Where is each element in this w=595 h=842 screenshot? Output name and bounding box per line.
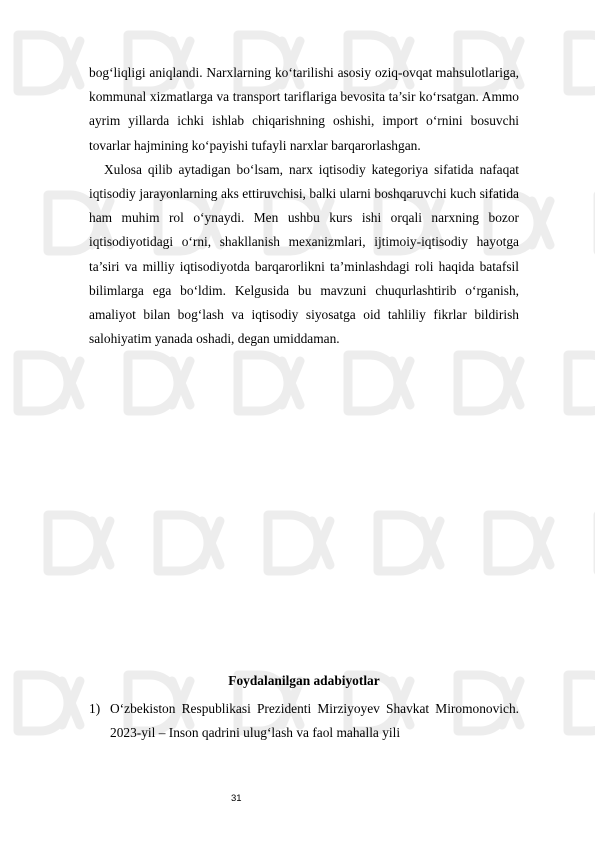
reference-item [89, 697, 519, 745]
watermark-glyph [488, 515, 550, 571]
watermark-glyph [568, 675, 595, 731]
watermark-glyph [238, 355, 300, 411]
page-number: 31 [231, 793, 242, 804]
watermark-glyph [48, 515, 110, 571]
watermark-glyph [18, 355, 80, 411]
watermark-glyph [458, 355, 520, 411]
watermark-glyph [158, 515, 220, 571]
watermark-glyph [378, 515, 440, 571]
watermark-glyph [18, 35, 80, 91]
watermark-glyph [568, 355, 595, 411]
reference-number: 1) [89, 701, 101, 716]
watermark-glyph [348, 355, 410, 411]
reference-text: O‘zbekiston Respublikasi Prezidenti Mirziyoyev Shavkat Miromonovich. 2023-yil – Inson qadrini ulug‘lash va faol mahalla yili [110, 701, 519, 741]
paragraph-2: Xulosa qilib aytadigan bo‘lsam, narx iqtisodiy kategoriya sifatida nafaqat iqtisodiy jarayonlarning aks ettiruvchisi, balki ularni boshqaruvchi kuch sifatida ham muhim rol o‘ynaydi. Men ushbu kurs ishi orqali narxning bozor iqtisodiyotidagi o‘rni, shakllanish mexanizmlari, ijtimoiy-iqtisodiy hayotga ta’siri va milliy iqtisodiyotda barqarorlikni ta’minlashdagi roli haqida batafsil bilimlarga ega bo‘ldim. Kelgusida bu mavzuni chuqurlashtirib o‘rganish, amaliyot bilan bog‘lash va iqtisodiy siyosatga oid tahliliy fikrlar bildirish salohiyatim yanada oshadi, degan umiddaman. [89, 161, 519, 347]
body-text [89, 61, 519, 351]
watermark-glyph [128, 355, 190, 411]
references-title: Foydalanilgan adabiyotlar [228, 673, 380, 688]
watermark-glyph [268, 515, 330, 571]
paragraph-1: bog‘liqligi aniqlandi. Narxlarning ko‘tarilishi asosiy oziq-ovqat mahsulotlariga, kommunal xizmatlarga va transport tariflariga bevosita ta’sir ko‘rsatgan. Ammo ayrim yillarda ichki ishlab chiqarishning oshishi, import o‘rnini bosuvchi tovarlar hajmining ko‘payishi tufayli narxlar barqarorlashgan. [89, 65, 519, 153]
watermark-glyph [568, 35, 595, 91]
watermark-glyph [18, 675, 80, 731]
